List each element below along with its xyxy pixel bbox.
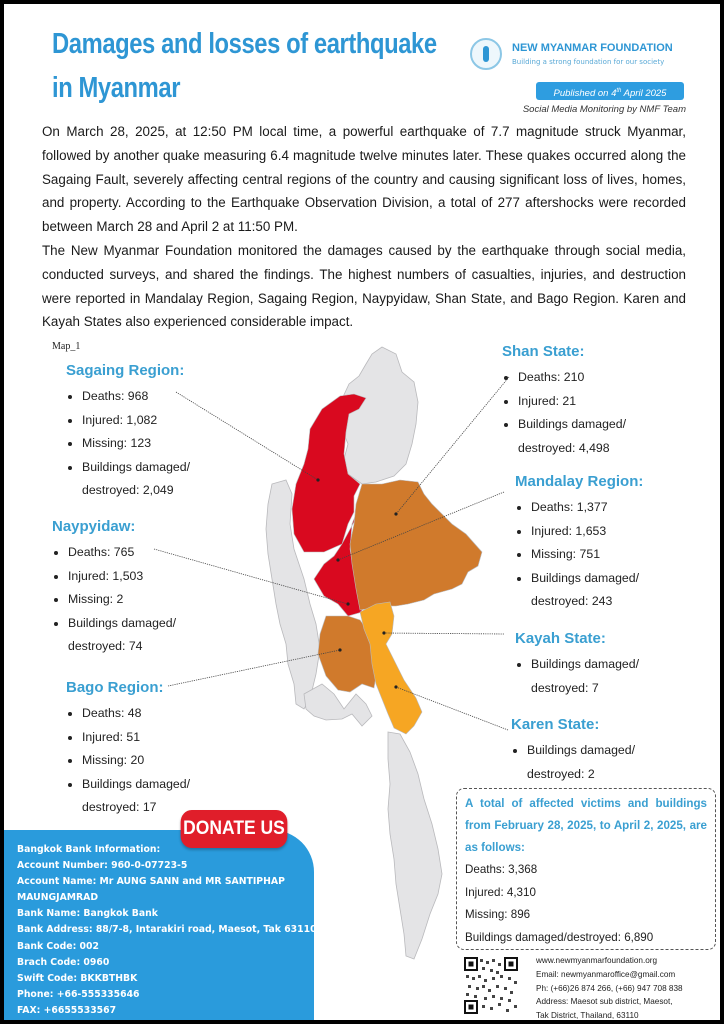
- stat-injured: Injured: 1,082: [66, 409, 190, 433]
- total-missing: Missing: 896: [465, 908, 531, 921]
- org-tagline: Building a strong foundation for our society: [512, 58, 665, 66]
- intro-paragraph-2: The New Myanmar Foundation monitored the damages caused by the earthquake through social media, conducted surveys, and shared the findings. The highest numbers of casualties, injuries, and destruction were reported in Mandalay Region, Sagaing Region, Naypyidaw, Shan State, and Bago Region. Karen and Kayah States also experienced considerable impact.: [42, 242, 686, 330]
- account-name-cont: MAUNGJAMRAD: [17, 892, 99, 904]
- map-kachin-state: [342, 347, 418, 484]
- email-link[interactable]: Email: newmyanmaroffice@gmail.com: [536, 969, 676, 979]
- region-title: Kayah State:: [515, 630, 606, 647]
- total-buildings: Buildings damaged/destroyed: 6,890: [465, 930, 654, 944]
- stat-injured: Injured: 1,653: [515, 520, 643, 544]
- stat-buildings: Buildings damaged/: [66, 456, 190, 480]
- stat-buildings: Buildings damaged/: [52, 612, 176, 636]
- stat-buildings: Buildings damaged/: [502, 413, 626, 437]
- stat-injured: Injured: 21: [502, 390, 626, 414]
- title-line-2: in Myanmar: [52, 72, 181, 104]
- published-suffix: April 2025: [621, 88, 667, 100]
- stat-buildings-value: destroyed: 2,049: [82, 483, 174, 497]
- donate-button[interactable]: DONATE US: [181, 810, 288, 848]
- stat-buildings-value: destroyed: 243: [531, 594, 613, 608]
- qr-code-icon[interactable]: [464, 957, 518, 1014]
- region-title: Sagaing Region:: [66, 362, 185, 379]
- region-title: Shan State:: [502, 343, 585, 360]
- bank-fax: FAX: +6655533567: [17, 1004, 117, 1016]
- account-number: Account Number: 960-0-07723-5: [17, 860, 188, 872]
- stat-buildings-value: destroyed: 2: [527, 766, 595, 781]
- stat-injured: Injured: 51: [66, 726, 190, 750]
- stat-deaths: Deaths: 968: [66, 385, 190, 409]
- region-title: Bago Region:: [66, 679, 164, 696]
- stat-buildings: Buildings damaged/: [515, 567, 643, 591]
- account-name: Account Name: Mr AUNG SANN and MR SANTIPHAP: [17, 876, 285, 888]
- stat-missing: Missing: 20: [66, 749, 190, 773]
- map-tanintharyi-region: [388, 732, 442, 959]
- region-title: Mandalay Region:: [515, 473, 644, 490]
- region-karen: [511, 715, 635, 786]
- branch-code: Brach Code: 0960: [17, 956, 110, 968]
- stat-deaths: Deaths: 1,377: [515, 496, 643, 520]
- stat-missing: Missing: 751: [515, 543, 643, 567]
- org-name: NEW MYANMAR FOUNDATION: [512, 42, 673, 54]
- region-mandalay: [515, 472, 643, 614]
- region-naypyidaw: [52, 517, 176, 659]
- title-line-1: Damages and losses of earthquake: [52, 28, 437, 60]
- stat-buildings-value: destroyed: 7: [531, 680, 599, 695]
- region-bago: [66, 678, 190, 820]
- region-title: Karen State:: [511, 716, 600, 733]
- bank-information: [17, 842, 317, 1019]
- region-kayah: [515, 629, 639, 700]
- address-line-2: Tak District, Thailand, 63110: [536, 1011, 639, 1020]
- bank-code: Bank Code: 002: [17, 940, 99, 952]
- total-deaths: Deaths: 3,368: [465, 863, 538, 876]
- stat-buildings-value: destroyed: 17: [82, 800, 157, 814]
- bank-heading: Bangkok Bank Information:: [17, 844, 161, 855]
- swift-code: Swift Code: BKKBTHBK: [17, 972, 138, 984]
- stat-injured: Injured: 1,503: [52, 565, 176, 589]
- website-link[interactable]: www.newmyanmarfoundation.org: [536, 956, 658, 965]
- intro-paragraph-1: On March 28, 2025, at 12:50 PM local time, a powerful earthquake of 7.7 magnitude struck Myanmar, followed by another quake measuring 6.4 magnitude twelve minutes later. These quakes occurred along the Sagaing Fault, severely affecting central regions of the country and causing significant loss of lives, homes, and property. According to the Earthquake Observation Division, a total of 277 aftershocks were recorded between March 28 and April 2 at 11:50 PM.: [42, 124, 686, 235]
- stat-deaths: Deaths: 210: [502, 366, 626, 390]
- stat-deaths: Deaths: 765: [52, 541, 176, 565]
- bank-name: Bank Name: Bangkok Bank: [17, 908, 158, 920]
- published-sup: th: [616, 88, 622, 94]
- stat-buildings-value: destroyed: 74: [68, 639, 143, 653]
- stat-buildings: Buildings damaged/: [515, 653, 639, 677]
- bank-phone: Phone: +66-555335646: [17, 988, 140, 1000]
- bank-address: Bank Address: 88/7-8, Intarakiri road, Maesot, Tak 63110: [17, 924, 317, 936]
- map-shan-state: [350, 480, 482, 610]
- region-shan: [502, 342, 626, 460]
- stat-buildings-value: destroyed: 4,498: [518, 440, 610, 455]
- stat-deaths: Deaths: 48: [66, 702, 190, 726]
- region-sagaing: [66, 361, 190, 503]
- monitoring-credit: Social Media Monitoring by NMF Team: [522, 104, 686, 115]
- stat-missing: Missing: 2: [52, 588, 176, 612]
- region-title: Naypyidaw:: [52, 518, 136, 535]
- contact-info: [536, 954, 683, 1020]
- stat-buildings: Buildings damaged/: [66, 773, 190, 797]
- map-label: Map_1: [52, 341, 81, 352]
- stat-buildings: Buildings damaged/: [511, 739, 635, 763]
- totals-summary-box: [456, 788, 716, 950]
- infographic-page: [4, 4, 720, 1020]
- phone-numbers: Ph: (+66)26 874 266, (+66) 947 708 838: [536, 983, 683, 993]
- totals-heading: A total of affected victims and buildings from February 28, 2025, to April 2, 2025, are as follows:: [465, 797, 707, 854]
- stat-missing: Missing: 123: [66, 432, 190, 456]
- address-line-1: Address: Maesot sub district, Maesot,: [536, 997, 673, 1007]
- published-prefix: Published on 4: [553, 88, 617, 100]
- total-injured: Injured: 4,310: [465, 885, 536, 899]
